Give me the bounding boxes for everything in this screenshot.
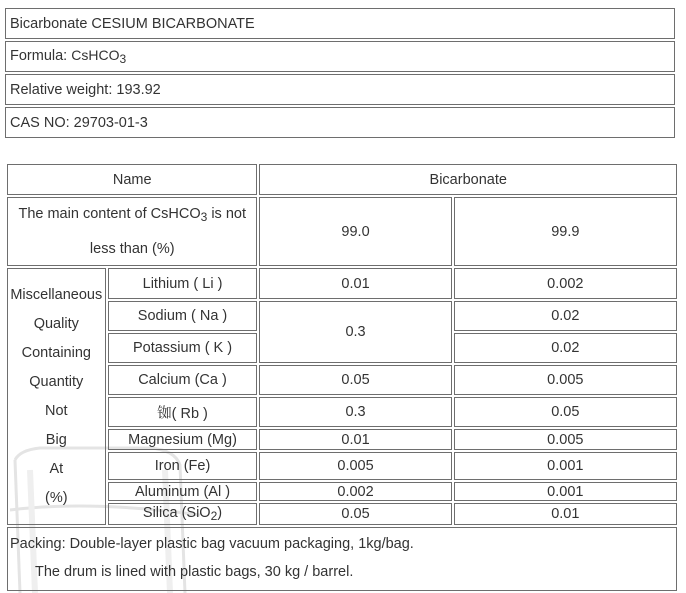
impurity-value-1: 0.01 (259, 268, 451, 299)
impurity-value-2: 0.005 (454, 365, 677, 395)
impurity-value-2: 0.001 (454, 452, 677, 480)
packing-line-1: Packing: Double-layer plastic bag vacuum packaging, 1kg/bag. (10, 536, 414, 552)
product-header: Bicarbonate (259, 164, 677, 195)
impurity-value-2: 0.05 (454, 397, 677, 427)
relative-weight: Relative weight: 193.92 (5, 74, 675, 105)
cas-number: CAS NO: 29703-01-3 (5, 107, 675, 138)
main-content-value-1: 99.0 (259, 197, 451, 266)
impurity-value-2: 0.001 (454, 482, 677, 501)
impurity-value-1: 0.05 (259, 365, 451, 395)
impurity-name: Magnesium (Mg) (108, 429, 258, 450)
impurity-value-2: 0.02 (454, 333, 677, 363)
product-name: Bicarbonate CESIUM BICARBONATE (5, 8, 675, 39)
impurity-name: 铷( Rb ) (108, 397, 258, 427)
product-info-table (5, 6, 675, 140)
impurity-value-2: 0.01 (454, 503, 677, 525)
impurity-name: Silica (SiO$_2$) (108, 503, 258, 525)
impurity-value-1: 0.002 (259, 482, 451, 501)
miscellaneous-label: Miscellaneous Quality Containing Quantity Not Big At (%) (7, 268, 106, 525)
packing-info (7, 527, 677, 591)
impurity-name: Calcium (Ca ) (108, 365, 258, 395)
impurity-value-1: 0.01 (259, 429, 451, 450)
specification-table (5, 162, 679, 593)
main-content-label: The main content of CsHCO$_3$ is not less than (%) (7, 197, 257, 266)
impurity-value-2: 0.02 (454, 301, 677, 331)
impurity-value-1: 0.005 (259, 452, 451, 480)
packing-line-2: The drum is lined with plastic bags, 30 kg / barrel. (35, 564, 354, 580)
impurity-name: Sodium ( Na ) (108, 301, 258, 331)
impurity-name: Aluminum (Al ) (108, 482, 258, 501)
impurity-value-2: 0.002 (454, 268, 677, 299)
impurity-value-1: 0.3 (259, 397, 451, 427)
impurity-value-1: 0.05 (259, 503, 451, 525)
impurity-name: Lithium ( Li ) (108, 268, 258, 299)
impurity-value-1: 0.3 (259, 301, 451, 363)
main-content-value-2: 99.9 (454, 197, 677, 266)
impurity-name: Potassium ( K ) (108, 333, 258, 363)
name-header: Name (7, 164, 257, 195)
impurity-name: Iron (Fe) (108, 452, 258, 480)
impurity-value-2: 0.005 (454, 429, 677, 450)
formula: Formula: CsHCO$_3$ (5, 41, 675, 72)
